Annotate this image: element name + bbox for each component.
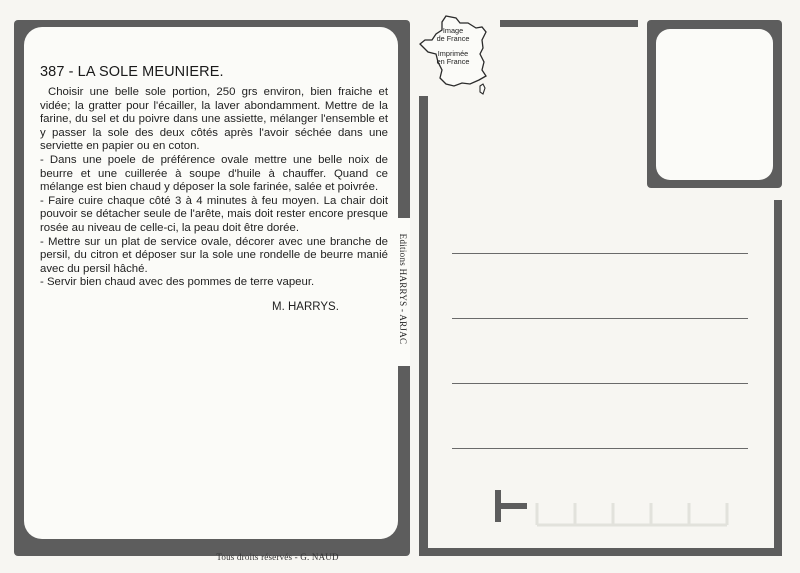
recipe-paragraph: - Dans une poele de préférence ovale mettre une belle noix de beurre et une cuillerée à soupe d'huile à chauffer. Quand ce mélange est bien chaud y déposer la sole farinée, salée et poivrée.: [40, 153, 388, 194]
address-line: [452, 253, 748, 254]
recipe-paragraph: Choisir une belle sole portion, 250 grs environ, bien fraiche et vidée; la gratter pour l'écailler, la laver abondamment. Mettre de la farine, du sel et du poivre dans une assiette, mélanger l'ensemble et y passer la sole des deux côtés après l'avoir séchée dans une serviette en papier ou en coton.: [40, 86, 388, 153]
recipe-paragraph: - Servir bien chaud avec des pommes de terre vapeur.: [40, 276, 315, 289]
recipe-signature: M. HARRYS.: [272, 300, 339, 313]
address-line: [452, 383, 748, 384]
copyright-footer: Tous droits réservés - G. NAUD: [216, 552, 339, 562]
address-line: [452, 448, 748, 449]
recipe-paragraph: - Mettre sur un plat de service ovale, décorer avec une branche de persil, du citron et déposer sur la sole une rondelle de beurre manié avec du persil hâché.: [40, 235, 388, 275]
address-frame-right: [774, 200, 782, 556]
publisher-strip: [396, 218, 410, 366]
recipe-paragraph: - Faire cuire chaque côté 3 à 4 minutes à feu moyen. La chair doit pouvoir se détacher seule de l'arête, mais doit rester encore presque rosée au niveau de celle-ci, la peau doit être dorée.: [40, 194, 388, 234]
publisher-credit: Editions HARRYS - ARJAC: [398, 233, 408, 345]
recipe-title: 387 - LA SOLE MEUNIERE.: [40, 64, 224, 80]
france-logo-text: [428, 27, 478, 67]
logo-line: Image: [442, 26, 464, 35]
stamp-area: [656, 29, 773, 180]
address-frame-left: [419, 96, 428, 556]
recipe-text: [40, 64, 388, 313]
postal-code-boxes: [535, 501, 730, 527]
address-frame-bottom: [419, 548, 782, 556]
address-frame-top: [500, 20, 638, 27]
address-line: [452, 318, 748, 319]
logo-line: en France: [436, 57, 470, 67]
logo-line: de France: [436, 34, 470, 44]
logo-line: Imprimée: [437, 48, 469, 58]
postal-code-icon: [495, 488, 529, 524]
